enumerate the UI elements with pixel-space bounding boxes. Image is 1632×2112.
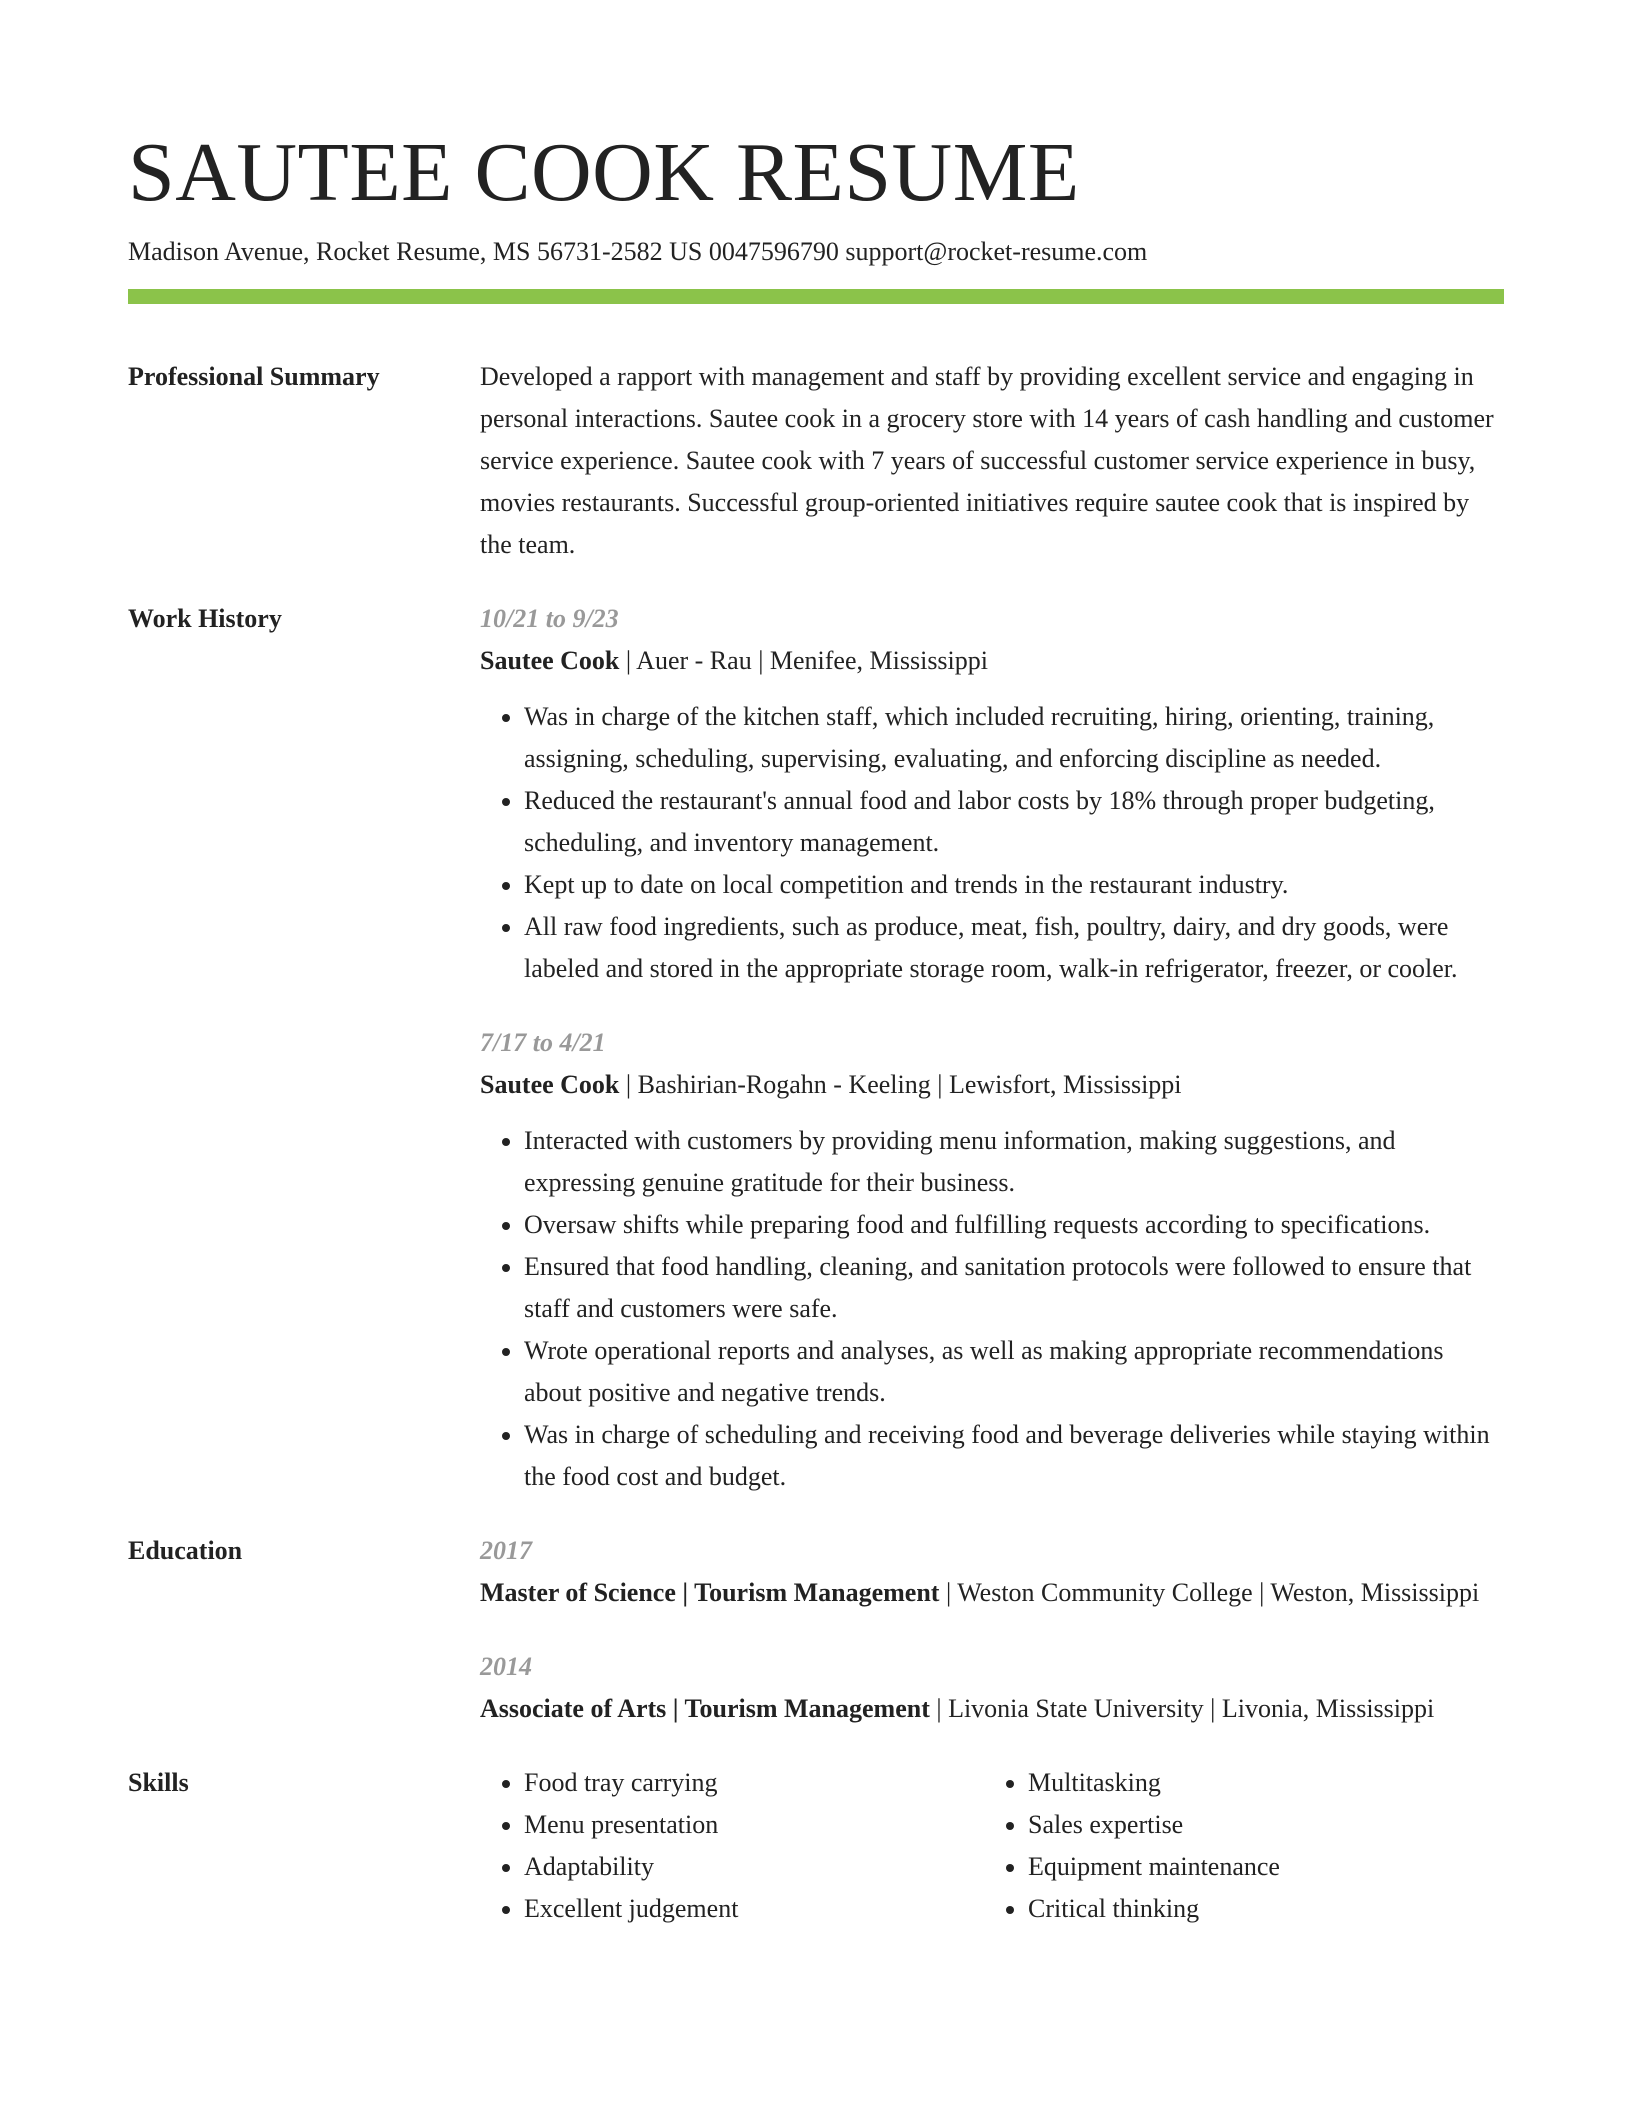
resume-title: SAUTEE COOK RESUME [128,126,1080,219]
education-school-location: | Livonia State University | Livonia, Mississippi [929,1694,1435,1723]
job-bullet: • Was in charge of scheduling and receiving food and beverage deliveries while staying within the food cost and budget. [524,1414,1504,1498]
skill-item: • Excellent judgement [524,1888,984,1930]
contact-email: support@rocket-resume.com [845,237,1148,266]
skill-item: • Adaptability [524,1846,984,1888]
job-heading [480,1064,1504,1106]
job-title: Sautee Cook [480,646,620,675]
contact-address: Madison Avenue, Rocket Resume, MS 56731-2582 US [128,237,703,266]
job-bullet: • Reduced the restaurant's annual food and labor costs by 18% through proper budgeting, scheduling, and inventory management. [524,780,1504,864]
job-company-location: | Bashirian-Rogahn - Keeling | Lewisfort, Mississippi [619,1070,1182,1099]
header-divider [128,289,1504,304]
skills-body [480,1762,1504,1930]
job-bullet: • All raw food ingredients, such as produce, meat, fish, poultry, dairy, and dry goods, were labeled and stored in the appropriate storage room, walk-in refrigerator, freezer, or cooler. [524,906,1504,990]
job-company-location: | Auer - Rau | Menifee, Mississippi [619,646,989,675]
education-entry [480,1646,1504,1730]
education-line [480,1572,1504,1614]
education-body [480,1530,1504,1730]
job-bullet: • Ensured that food handling, cleaning, and sanitation protocols were followed to ensure that staff and customers were safe. [524,1246,1504,1330]
job-bullet: • Interacted with customers by providing menu information, making suggestions, and expressing genuine gratitude for their business. [524,1120,1504,1204]
summary-text: Developed a rapport with management and staff by providing excellent service and engaging in personal interactions. Sautee cook in a grocery store with 14 years of cash handling and customer service experience. Sautee cook with 7 years of successful customer service experience in busy, movies restaurants. Successful group-oriented initiatives require sautee cook that is inspired by the team. [480,362,1494,559]
education-section [128,1530,1504,1730]
education-line [480,1688,1504,1730]
job-dates: 7/17 to 4/21 [480,1028,606,1057]
summary-heading: Professional Summary [128,362,380,391]
job-bullets [480,1120,1504,1498]
skills-columns [480,1762,1504,1930]
work-history-section [128,598,1504,1498]
job-entry [480,1022,1504,1498]
education-school-location: | Weston Community College | Weston, Mississippi [939,1578,1480,1607]
contact-phone: 0047596790 [708,237,839,266]
education-degree: Associate of Arts | Tourism Management [480,1694,930,1723]
skill-item: • Food tray carrying [524,1762,984,1804]
job-entry [480,598,1504,990]
skill-item: • Menu presentation [524,1804,984,1846]
job-bullet: • Was in charge of the kitchen staff, which included recruiting, hiring, orienting, training, assigning, scheduling, supervising, evaluating, and enforcing discipline as needed. [524,696,1504,780]
work-history-heading: Work History [128,604,282,633]
job-bullet: • Oversaw shifts while preparing food and fulfilling requests according to specifications. [524,1204,1504,1246]
skills-list-left [480,1762,984,1930]
skills-section [128,1762,1504,1930]
resume-page [128,118,1504,1930]
job-heading [480,640,1504,682]
summary-section [128,356,1504,566]
job-dates: 10/21 to 9/23 [480,604,619,633]
skill-item: • Equipment maintenance [1028,1846,1488,1888]
skill-item: • Multitasking [1028,1762,1488,1804]
job-title: Sautee Cook [480,1070,620,1099]
education-degree: Master of Science | Tourism Management [480,1578,940,1607]
work-history-body [480,598,1504,1498]
job-bullet: • Kept up to date on local competition and trends in the restaurant industry. [524,864,1504,906]
skill-item: • Sales expertise [1028,1804,1488,1846]
education-year: 2014 [480,1652,532,1681]
education-heading: Education [128,1536,243,1565]
job-bullets [480,696,1504,990]
skills-list-right [984,1762,1488,1930]
contact-line [128,234,1504,270]
skills-heading: Skills [128,1768,189,1797]
education-year: 2017 [480,1536,532,1565]
education-entry [480,1530,1504,1614]
job-bullet: • Wrote operational reports and analyses, as well as making appropriate recommendations about positive and negative trends. [524,1330,1504,1414]
skill-item: • Critical thinking [1028,1888,1488,1930]
